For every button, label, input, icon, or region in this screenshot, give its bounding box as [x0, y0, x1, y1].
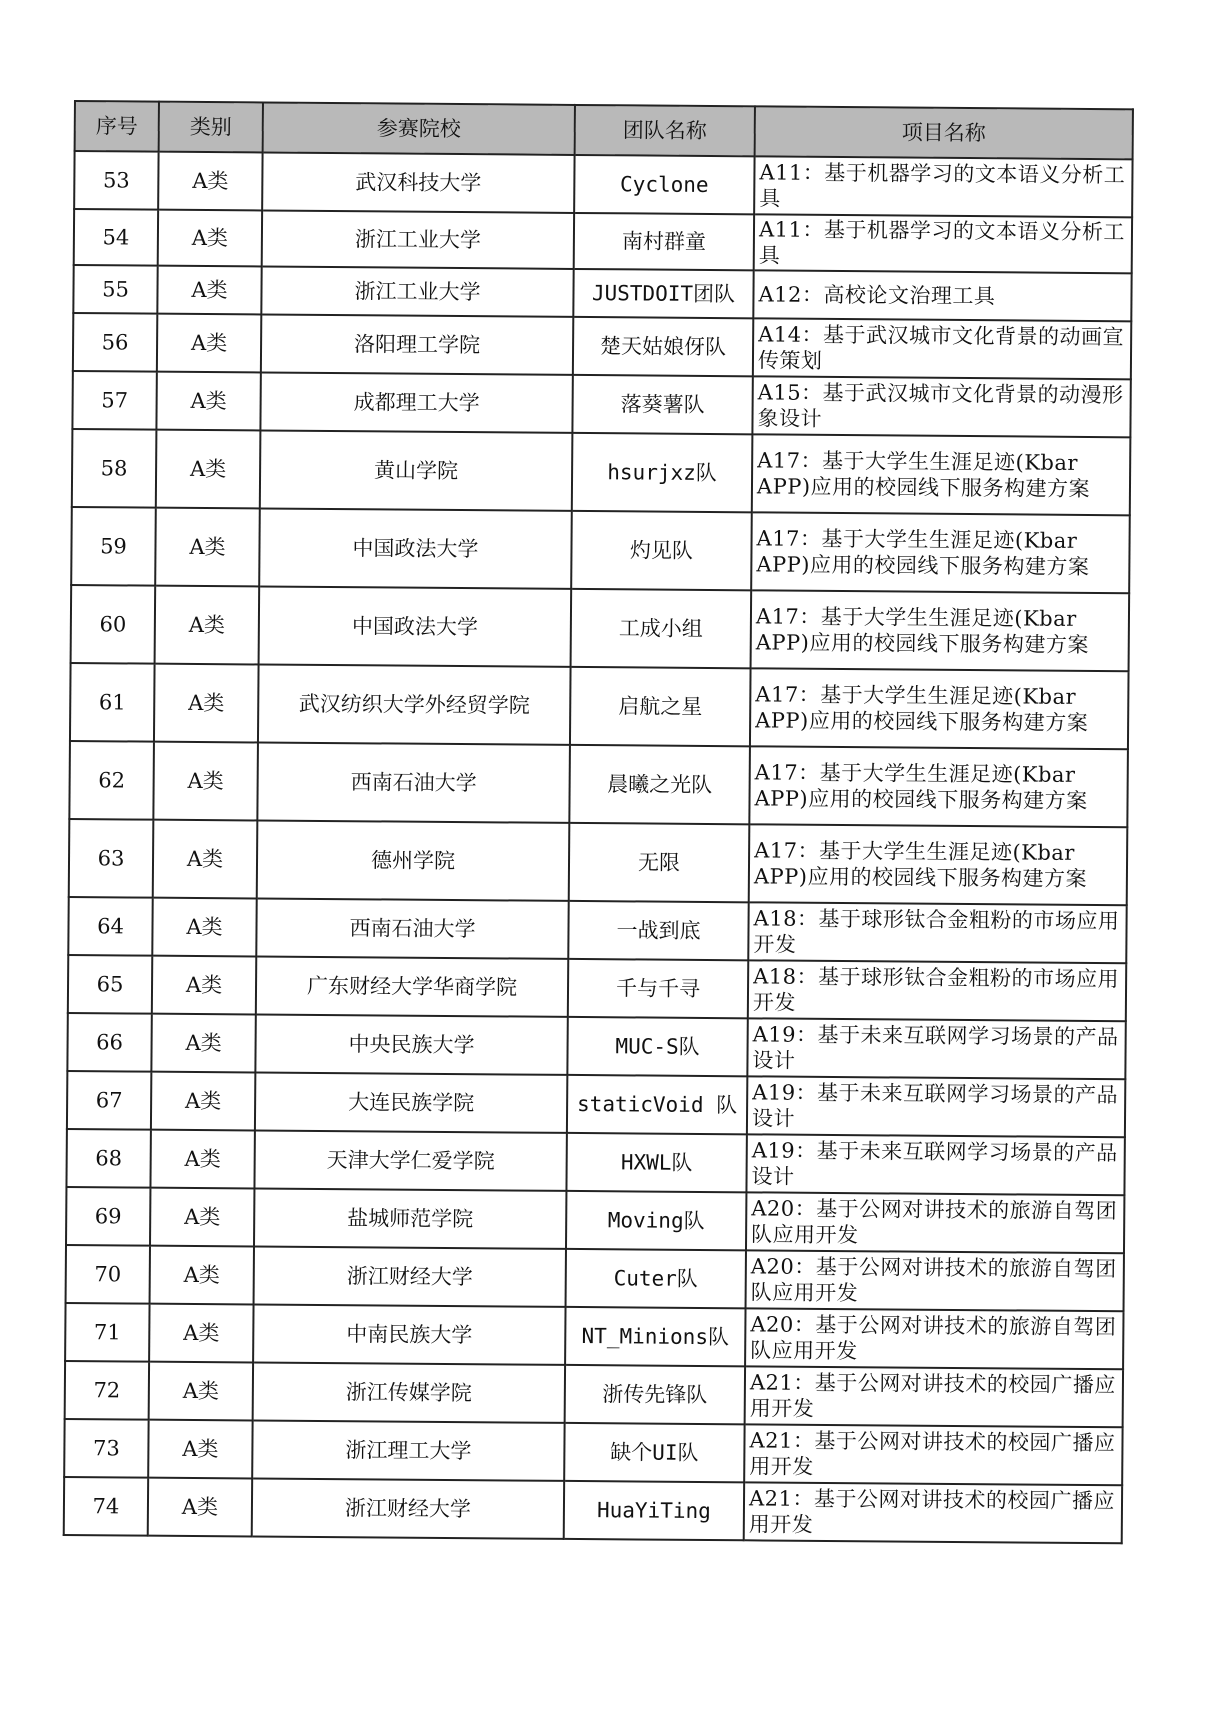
team-cell: 晨曦之光队 [569, 745, 750, 824]
table-row [69, 741, 1128, 827]
school-cell: 大连民族学院 [255, 1072, 567, 1132]
table-row [71, 507, 1130, 593]
project-cell: A17：基于大学生生涯足迹(Kbar APP)应用的校园线下服务构建方案 [751, 590, 1130, 671]
team-cell: Moving队 [566, 1191, 746, 1250]
table-row [74, 151, 1132, 217]
team-cell: 缺个UI队 [564, 1423, 744, 1482]
header-school: 参赛院校 [263, 102, 575, 154]
project-cell: A20：基于公网对讲技术的旅游自驾团队应用开发 [745, 1308, 1123, 1369]
project-cell: A12：高校论文治理工具 [753, 270, 1131, 321]
number-cell: 67 [67, 1071, 151, 1130]
number-cell: 72 [65, 1361, 149, 1420]
table-row [72, 371, 1130, 437]
number-cell: 70 [66, 1245, 150, 1304]
table-row [68, 955, 1126, 1021]
table-row [74, 209, 1132, 273]
category-cell: A类 [155, 508, 260, 587]
team-cell: HXWL队 [566, 1133, 746, 1192]
project-cell: A15：基于武汉城市文化背景的动漫形象设计 [752, 376, 1130, 437]
project-cell: A11：基于机器学习的文本语义分析工具 [754, 214, 1132, 273]
number-cell: 71 [65, 1303, 149, 1362]
project-cell: A19：基于未来互联网学习场景的产品设计 [746, 1134, 1124, 1195]
category-cell: A类 [151, 1014, 255, 1073]
number-cell: 69 [66, 1187, 150, 1246]
table-row [71, 585, 1130, 671]
table-body [64, 151, 1133, 1543]
school-cell: 武汉科技大学 [262, 152, 574, 212]
school-cell: 浙江财经大学 [252, 1478, 564, 1538]
school-cell: 浙江理工大学 [252, 1420, 564, 1480]
project-cell: A17：基于大学生生涯足迹(Kbar APP)应用的校园线下服务构建方案 [751, 512, 1130, 593]
category-cell: A类 [152, 956, 256, 1015]
team-cell: 一战到底 [568, 901, 748, 960]
table-row [68, 897, 1126, 963]
category-cell: A类 [148, 1420, 252, 1479]
team-cell: staticVoid 队 [567, 1075, 747, 1134]
project-cell: A17：基于大学生生涯足迹(Kbar APP)应用的校园线下服务构建方案 [749, 746, 1128, 827]
table-row [73, 313, 1131, 379]
project-cell: A19：基于未来互联网学习场景的产品设计 [747, 1076, 1125, 1137]
category-cell: A类 [158, 210, 262, 267]
table-row [65, 1361, 1123, 1427]
number-cell: 66 [67, 1013, 151, 1072]
header-number: 序号 [75, 101, 159, 152]
category-cell: A类 [156, 372, 260, 431]
table-row [70, 663, 1129, 749]
project-cell: A14：基于武汉城市文化背景的动画宣传策划 [753, 318, 1131, 379]
school-cell: 中国政法大学 [259, 508, 572, 588]
category-cell: A类 [150, 1246, 254, 1305]
number-cell: 57 [72, 371, 156, 430]
category-cell: A类 [155, 586, 260, 665]
team-cell: Cuter队 [566, 1249, 746, 1308]
team-cell: 千与千寻 [568, 959, 748, 1018]
team-cell: 启航之星 [570, 667, 751, 746]
number-cell: 68 [66, 1129, 150, 1188]
category-cell: A类 [150, 1188, 254, 1247]
table-row [69, 819, 1128, 905]
number-cell: 63 [69, 819, 154, 898]
project-cell: A21：基于公网对讲技术的校园广播应用开发 [744, 1424, 1122, 1485]
team-cell: hsurjxz队 [572, 433, 753, 512]
team-cell: 无限 [569, 823, 750, 902]
school-cell: 浙江工业大学 [262, 210, 574, 268]
school-cell: 武汉纺织大学外经贸学院 [258, 664, 571, 744]
table-row [72, 429, 1131, 515]
number-cell: 56 [73, 313, 157, 372]
category-cell: A类 [150, 1130, 254, 1189]
header-project: 项目名称 [755, 106, 1133, 159]
school-cell: 中央民族大学 [255, 1014, 567, 1074]
table-row [64, 1477, 1122, 1543]
category-cell: A类 [148, 1478, 252, 1537]
number-cell: 61 [70, 663, 155, 742]
category-cell: A类 [149, 1304, 253, 1363]
category-cell: A类 [151, 1072, 255, 1131]
team-cell: NT_Minions队 [565, 1307, 745, 1366]
school-cell: 广东财经大学华商学院 [256, 956, 568, 1016]
participant-table [63, 100, 1134, 1544]
school-cell: 浙江财经大学 [254, 1246, 566, 1306]
table-row [65, 1303, 1123, 1369]
school-cell: 洛阳理工学院 [261, 314, 573, 374]
project-cell: A19：基于未来互联网学习场景的产品设计 [747, 1018, 1125, 1079]
project-cell: A20：基于公网对讲技术的旅游自驾团队应用开发 [746, 1250, 1124, 1311]
school-cell: 德州学院 [257, 820, 570, 900]
number-cell: 59 [71, 507, 156, 586]
team-cell: 工成小组 [571, 589, 752, 668]
category-cell: A类 [157, 266, 261, 315]
number-cell: 58 [72, 429, 157, 508]
table-row [64, 1419, 1122, 1485]
table-row [73, 265, 1131, 321]
school-cell: 中南民族大学 [253, 1304, 565, 1364]
table-row [66, 1245, 1124, 1311]
team-cell: MUC-S队 [567, 1017, 747, 1076]
project-cell: A11：基于机器学习的文本语义分析工具 [754, 156, 1132, 217]
category-cell: A类 [149, 1362, 253, 1421]
category-cell: A类 [152, 898, 256, 957]
category-cell: A类 [153, 820, 258, 899]
project-cell: A18：基于球形钛合金粗粉的市场应用开发 [748, 902, 1126, 963]
project-cell: A17：基于大学生生涯足迹(Kbar APP)应用的校园线下服务构建方案 [750, 668, 1129, 749]
table-row [66, 1187, 1124, 1253]
school-cell: 西南石油大学 [257, 742, 570, 822]
category-cell: A类 [156, 430, 261, 509]
header-row [75, 101, 1133, 159]
number-cell: 54 [74, 209, 158, 266]
team-cell: 楚天姑娘伢队 [573, 317, 753, 376]
school-cell: 天津大学仁爱学院 [254, 1130, 566, 1190]
number-cell: 73 [64, 1419, 148, 1478]
project-cell: A17：基于大学生生涯足迹(Kbar APP)应用的校园线下服务构建方案 [749, 824, 1128, 905]
project-cell: A17：基于大学生生涯足迹(Kbar APP)应用的校园线下服务构建方案 [752, 434, 1131, 515]
number-cell: 74 [64, 1477, 148, 1536]
number-cell: 62 [69, 741, 154, 820]
team-cell: 落葵薯队 [572, 375, 752, 434]
team-cell: HuaYiTing [564, 1481, 744, 1540]
school-cell: 浙江传媒学院 [253, 1362, 565, 1422]
project-cell: A18：基于球形钛合金粗粉的市场应用开发 [748, 960, 1126, 1021]
team-cell: Cyclone [574, 155, 754, 214]
number-cell: 55 [73, 265, 157, 314]
number-cell: 65 [68, 955, 152, 1014]
table-row [66, 1129, 1124, 1195]
table-row [67, 1071, 1125, 1137]
project-cell: A20：基于公网对讲技术的旅游自驾团队应用开发 [746, 1192, 1124, 1253]
team-cell: 浙传先锋队 [565, 1365, 745, 1424]
category-cell: A类 [157, 314, 261, 373]
school-cell: 黄山学院 [260, 430, 573, 510]
school-cell: 盐城师范学院 [254, 1188, 566, 1248]
category-cell: A类 [154, 664, 259, 743]
school-cell: 中国政法大学 [259, 586, 572, 666]
project-cell: A21：基于公网对讲技术的校园广播应用开发 [744, 1482, 1122, 1543]
team-cell: 灼见队 [571, 511, 752, 590]
table-row [67, 1013, 1125, 1079]
team-cell: JUSTDOIT团队 [573, 269, 753, 318]
category-cell: A类 [153, 742, 258, 821]
school-cell: 成都理工大学 [260, 372, 572, 432]
category-cell: A类 [158, 152, 262, 211]
number-cell: 64 [68, 897, 152, 956]
header-team: 团队名称 [575, 105, 755, 156]
school-cell: 浙江工业大学 [261, 266, 573, 316]
header-category: 类别 [159, 102, 263, 153]
project-cell: A21：基于公网对讲技术的校园广播应用开发 [745, 1366, 1123, 1427]
number-cell: 53 [74, 151, 158, 210]
team-cell: 南村群童 [574, 213, 754, 270]
number-cell: 60 [71, 585, 156, 664]
school-cell: 西南石油大学 [256, 898, 568, 958]
